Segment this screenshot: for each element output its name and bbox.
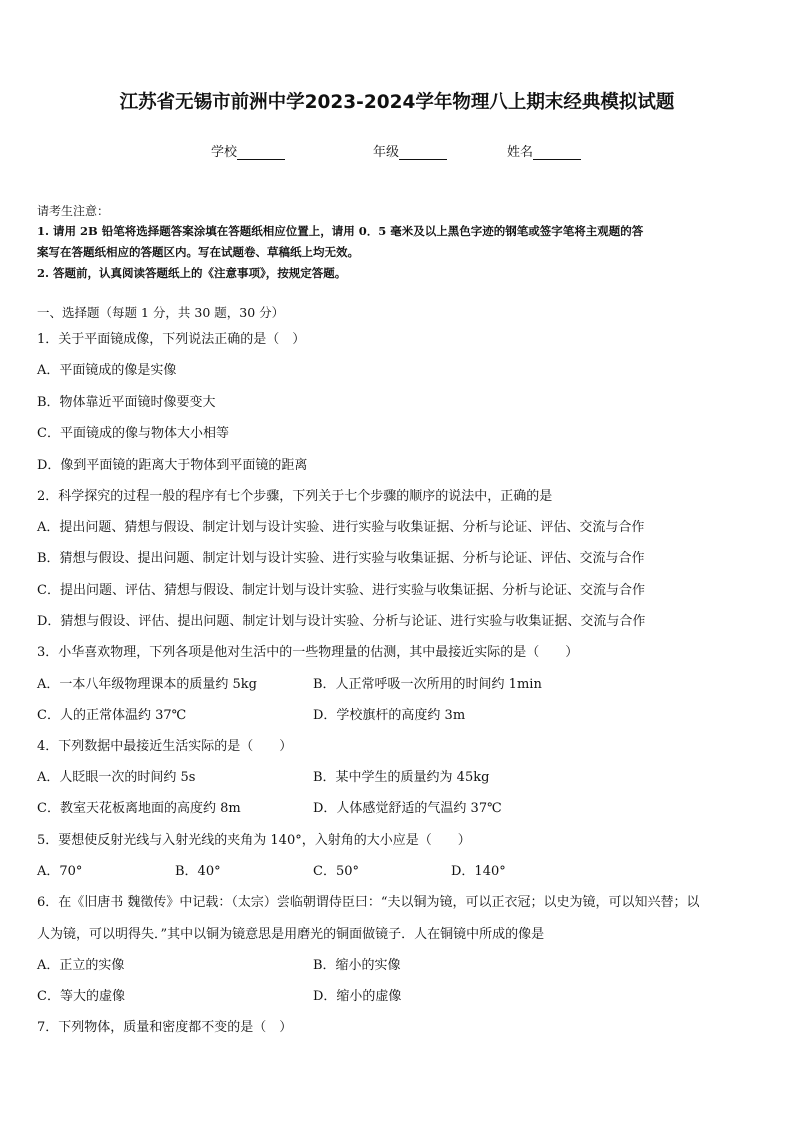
q3-stem: 3．小华喜欢物理，下列各项是他对生活中的一些物理量的估测，其中最接近实际的是（ ） [37, 645, 579, 660]
q1-option-b: B．物体靠近平面镜时像要变大 [37, 395, 216, 410]
q5-option-b: B．40° [175, 864, 221, 879]
grade-field [373, 141, 447, 160]
q6-stem-line-2: 人为镜，可以明得失．”其中以铜为镜意思是用磨光的铜面做镜子．人在铜镜中所成的像是 [37, 927, 545, 942]
q6-option-c: C．等大的虚像 [37, 989, 125, 1004]
q4-option-c: C．教室天花板离地面的高度约 8m [37, 801, 241, 816]
q2-option-d: D．猜想与假设、评估、提出问题、制定计划与设计实验、分析与论证、进行实验与收集证据、交流与合作 [37, 614, 646, 629]
school-label: 学校 [211, 145, 238, 160]
grade-blank [399, 146, 447, 160]
q6-option-d: D．缩小的虚像 [313, 989, 402, 1004]
q3-option-b: B．人正常呼吸一次所用的时间约 1min [313, 677, 542, 692]
notice-item-2: 2. 答题前，认真阅读答题纸上的《注意事项》，按规定答题。 [37, 266, 347, 280]
name-field [507, 141, 581, 160]
q1-option-c: C．平面镜成的像与物体大小相等 [37, 426, 229, 441]
page-title: 江苏省无锡市前洲中学2023-2024学年物理八上期末经典模拟试题 [119, 92, 675, 113]
q5-option-d: D．140° [451, 864, 506, 879]
q4-stem: 4．下列数据中最接近生活实际的是（ ） [37, 739, 293, 754]
q2-option-b: B．猜想与假设、提出问题、制定计划与设计实验、进行实验与收集证据、分析与论证、评估、交流与合作 [37, 551, 645, 566]
q4-option-d: D．人体感觉舒适的气温约 37℃ [313, 801, 502, 816]
q5-stem: 5．要想使反射光线与入射光线的夹角为 140°，入射角的大小应是（ ） [37, 833, 471, 848]
school-blank [237, 146, 285, 160]
q7-stem: 7．下列物体，质量和密度都不变的是（ ） [37, 1020, 293, 1035]
q1-option-a: A．平面镜成的像是实像 [37, 363, 177, 378]
q2-stem: 2．科学探究的过程一般的程序有七个步骤，下列关于七个步骤的顺序的说法中，正确的是 [37, 489, 553, 504]
q2-option-a: A．提出问题、猜想与假设、制定计划与设计实验、进行实验与收集证据、分析与论证、评估、交流与合作 [37, 520, 645, 535]
q1-option-d: D．像到平面镜的距离大于物体到平面镜的距离 [37, 458, 308, 473]
q5-option-c: C．50° [313, 864, 359, 879]
grade-label: 年级 [373, 145, 400, 160]
q6-stem-line-1: 6．在《旧唐书 魏徵传》中记载：（太宗）尝临朝谓侍臣曰：“夫以铜为镜，可以正衣冠；以史为镜，可以知兴替；以 [37, 895, 700, 910]
section-heading: 一、选择题（每题 1 分，共 30 题，30 分） [37, 305, 285, 320]
q6-option-a: A．正立的实像 [37, 958, 125, 973]
name-label: 姓名 [507, 145, 534, 160]
notice-item-1-line-1: 1. 请用 2B 铅笔将选择题答案涂填在答题纸相应位置上，请用 0．5 毫米及以上黑色字迹的钢笔或签字笔将主观题的答 [37, 224, 644, 238]
q3-option-c: C．人的正常体温约 37℃ [37, 708, 187, 723]
school-field [211, 141, 285, 160]
q2-option-c: C．提出问题、评估、猜想与假设、制定计划与设计实验、进行实验与收集证据、分析与论证、交流与合作 [37, 583, 645, 598]
q3-option-d: D．学校旗杆的高度约 3m [313, 708, 466, 723]
q5-option-a: A．70° [37, 864, 83, 879]
notice-item-1-line-2: 案写在答题纸相应的答题区内。写在试题卷、草稿纸上均无效。 [37, 245, 359, 259]
notice-heading: 请考生注意： [37, 204, 110, 218]
q1-stem: 1．关于平面镜成像，下列说法正确的是（ ） [37, 332, 306, 347]
q3-option-a: A．一本八年级物理课本的质量约 5kg [37, 677, 257, 692]
q6-option-b: B．缩小的实像 [313, 958, 401, 973]
q4-option-a: A．人眨眼一次的时间约 5s [37, 770, 196, 785]
q4-option-b: B．某中学生的质量约为 45kg [313, 770, 490, 785]
name-blank [533, 146, 581, 160]
